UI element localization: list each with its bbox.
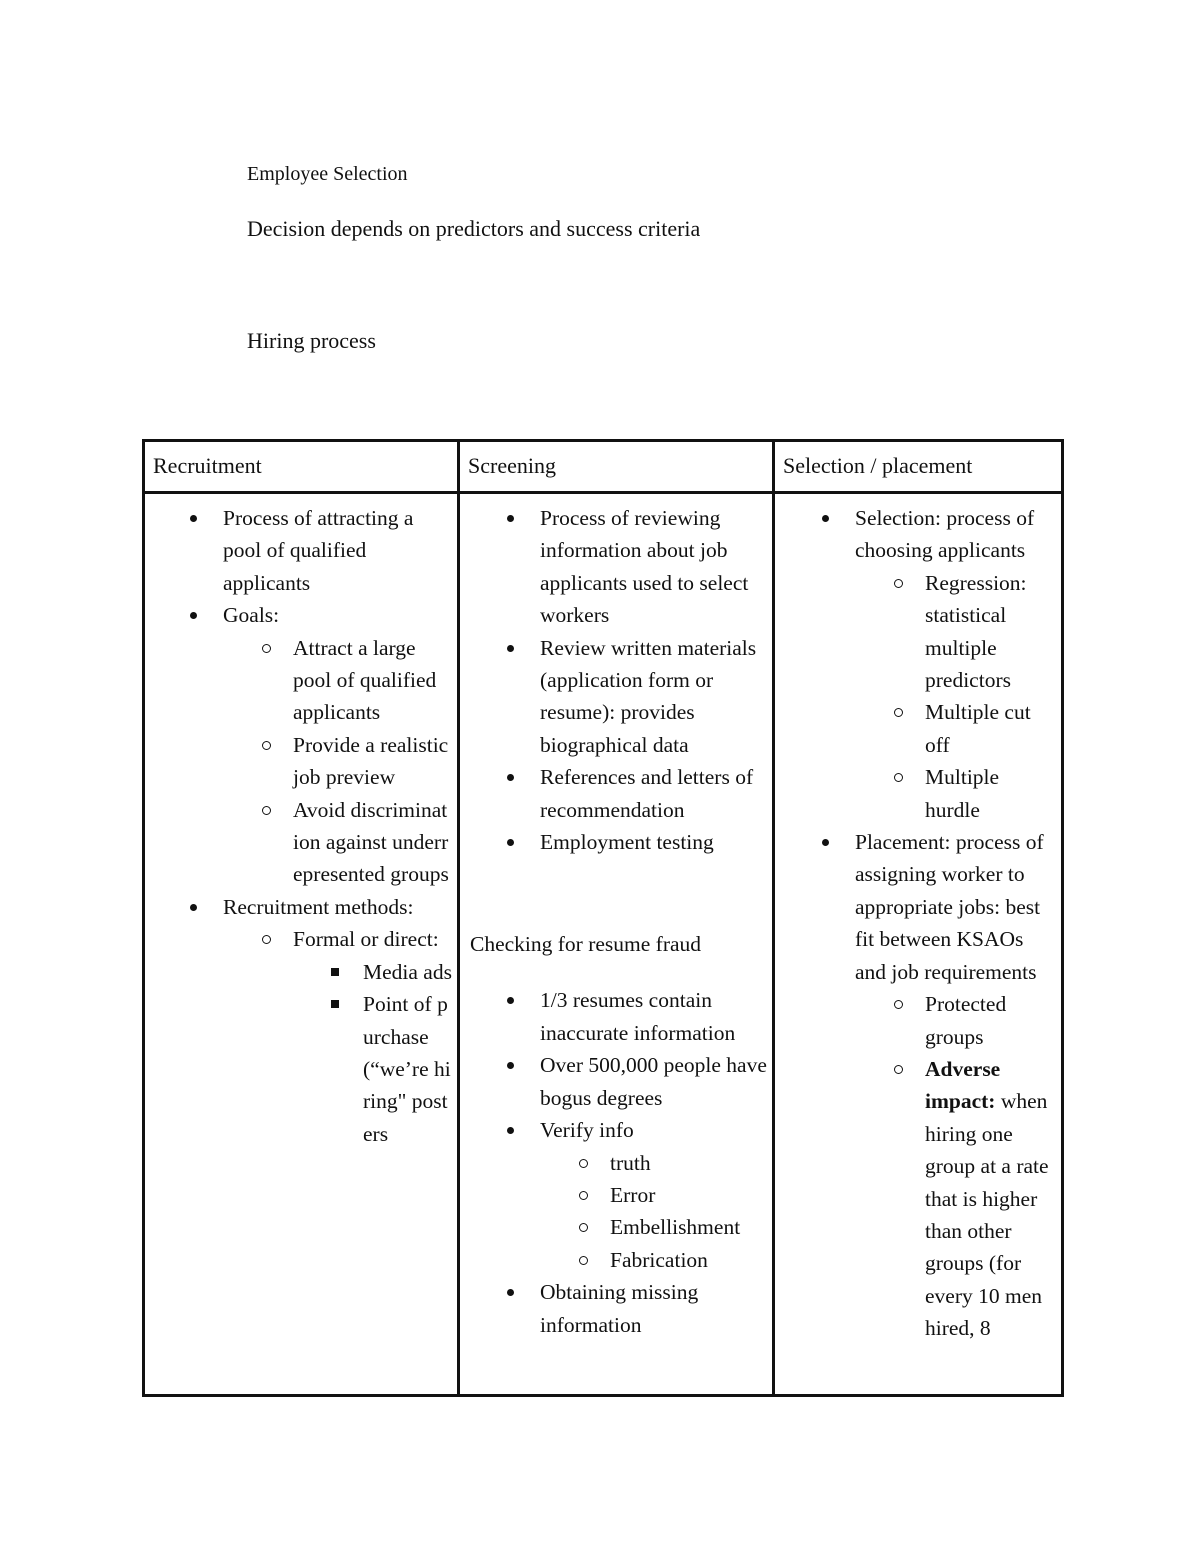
adverse-impact-term: Adverse impact: (925, 1056, 1001, 1114)
list-item: Protected groups (925, 988, 1057, 1053)
list-item: Attract a large pool of qualified applicants (293, 632, 453, 729)
header-recruitment: Recruitment (144, 441, 459, 493)
placement-label: Placement: process of assigning worker to appropriate jobs: best fit between KSAOs and job requirements (855, 830, 1044, 984)
selection-cell (774, 493, 1063, 1396)
list-item: References and letters of recommendation (540, 761, 768, 826)
list-item: Employment testing (540, 826, 768, 858)
table-header-row (144, 441, 1063, 493)
section-heading: Hiring process (247, 328, 376, 353)
methods-list (223, 923, 453, 1150)
selection-label: Selection: process of choosing applicants (855, 506, 1035, 563)
header-screening: Screening (459, 441, 774, 493)
list-item (223, 599, 453, 891)
adverse-impact-text: when hiring one group at a rate that is higher than other groups (for every 10 men hired, 8 (925, 1089, 1049, 1341)
screening-list (460, 502, 768, 858)
goal-text: Avoid discrimination against underrepresented groups (293, 797, 449, 887)
formal-label: Formal or direct: (293, 927, 439, 952)
formal-list (293, 956, 453, 1150)
screening-cell (459, 493, 774, 1396)
list-item: Multiple hurdle (925, 761, 1057, 826)
hiring-process-table (142, 439, 1064, 1397)
goals-label: Goals: (223, 603, 280, 628)
selection-list (775, 502, 1057, 1345)
list-item: Error (610, 1179, 768, 1211)
list-item: Obtaining missing information (540, 1276, 768, 1341)
selection-methods-list (855, 567, 1057, 826)
list-item: Provide a realistic job preview (293, 729, 453, 794)
fraud-heading: Checking for resume fraud (470, 932, 702, 957)
document-title: Employee Selection (247, 163, 408, 185)
goals-list (223, 632, 453, 891)
list-item: Regression: statistical multiple predictors (925, 567, 1057, 697)
list-item (855, 826, 1057, 1345)
list-item (855, 502, 1057, 826)
verify-label: Verify info (540, 1118, 634, 1143)
list-item (925, 1053, 1057, 1345)
recruitment-cell (144, 493, 459, 1396)
list-item: Over 500,000 people have bogus degrees (540, 1049, 768, 1114)
document-subtitle: Decision depends on predictors and success criteria (247, 216, 701, 241)
list-item: Process of reviewing information about job applicants used to select workers (540, 502, 768, 632)
header-selection: Selection / placement (774, 441, 1063, 493)
list-item (293, 923, 453, 1150)
list-item: Point of purchase (“we’re hiring" posters (363, 988, 453, 1150)
list-item: Fabrication (610, 1244, 768, 1276)
list-item: Review written materials (application form or resume): provides biographical data (540, 632, 768, 762)
list-item: Process of attracting a pool of qualified applicants (223, 502, 453, 599)
fraud-list (460, 984, 768, 1340)
list-item: Multiple cut off (925, 696, 1057, 761)
list-item (293, 794, 453, 891)
table-body-row (144, 493, 1063, 1396)
list-item: truth (610, 1147, 768, 1179)
methods-label: Recruitment methods: (223, 894, 414, 919)
recruitment-list (145, 502, 453, 1150)
list-item: Embellishment (610, 1211, 768, 1243)
list-item (540, 1114, 768, 1276)
list-item (223, 891, 453, 1150)
verify-list (540, 1147, 768, 1277)
list-item: 1/3 resumes contain inaccurate information (540, 984, 768, 1049)
list-item: Media ads (363, 956, 453, 988)
placement-list (855, 988, 1057, 1344)
